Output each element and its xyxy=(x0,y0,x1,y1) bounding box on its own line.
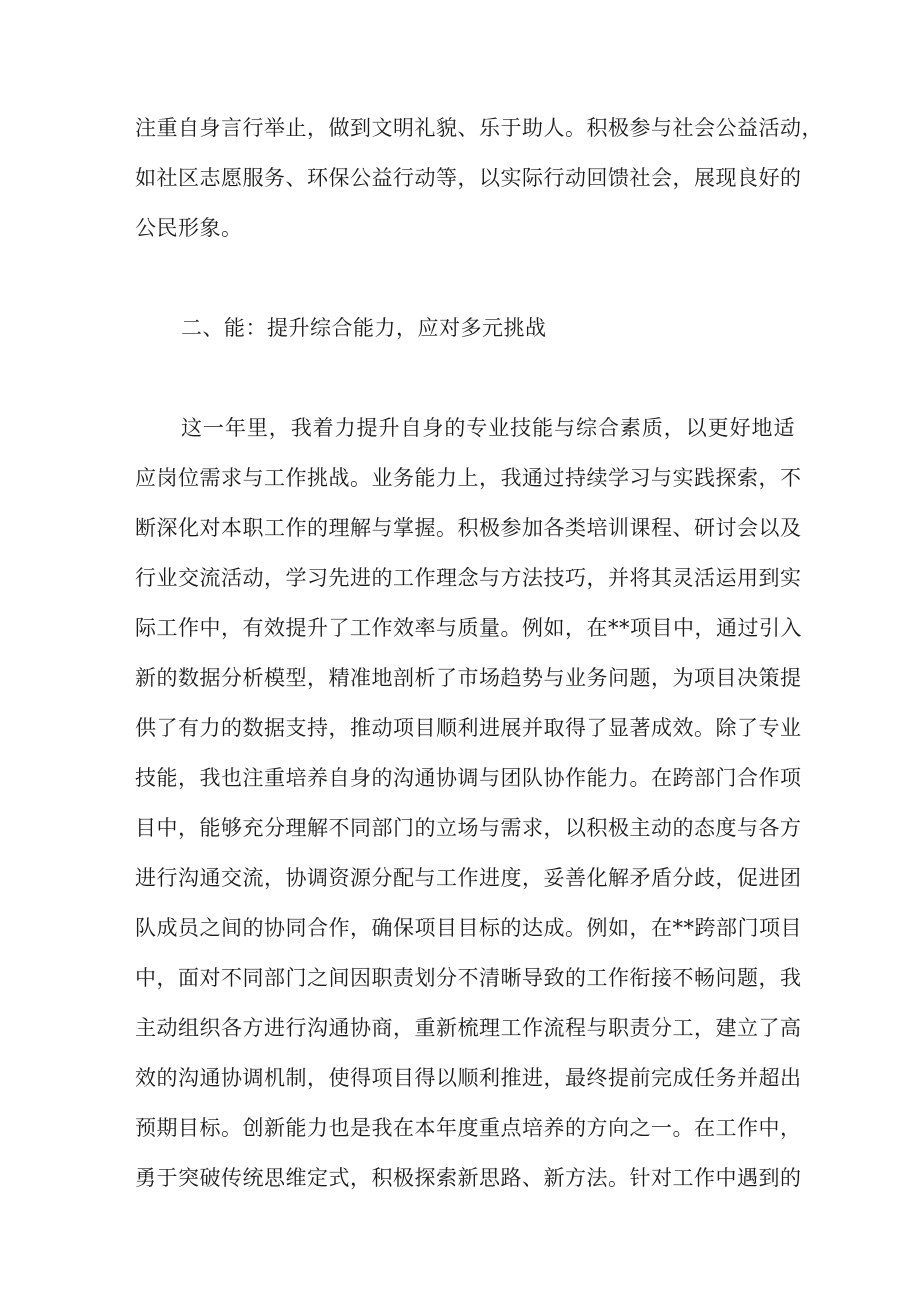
paragraph2-line-3: 断深化对本职工作的理解与掌握。积极参加各类培训课程、研讨会以及 xyxy=(135,516,802,540)
paragraph2-line-7: 供了有力的数据支持，推动项目顺利进展并取得了显著成效。除了专业 xyxy=(135,716,802,740)
paragraph2-line-8: 技能，我也注重培养自身的沟通协调与团队协作能力。在跨部门合作项 xyxy=(135,766,802,790)
paragraph1-line-3: 公民形象。 xyxy=(135,216,243,240)
paragraph2-line-6: 新的数据分析模型，精准地剖析了市场趋势与业务问题，为项目决策提 xyxy=(135,666,802,690)
paragraph2-line-13: 主动组织各方进行沟通协商，重新梳理工作流程与职责分工，建立了高 xyxy=(135,1016,802,1040)
paragraph2-line-5: 际工作中，有效提升了工作效率与质量。例如，在**项目中，通过引入 xyxy=(135,616,802,640)
paragraph2-line-14: 效的沟通协调机制，使得项目得以顺利推进，最终提前完成任务并超出 xyxy=(135,1066,802,1090)
section-heading: 二、能：提升综合能力，应对多元挑战 xyxy=(181,316,547,340)
paragraph1-line-2: 如社区志愿服务、环保公益行动等，以实际行动回馈社会，展现良好的 xyxy=(135,166,802,190)
paragraph2-line-4: 行业交流活动，学习先进的工作理念与方法技巧，并将其灵活运用到实 xyxy=(135,566,802,590)
paragraph1-line-1: 注重自身言行举止，做到文明礼貌、乐于助人。积极参与社会公益活动， xyxy=(135,116,823,140)
paragraph2-line-2: 应岗位需求与工作挑战。业务能力上，我通过持续学习与实践探索，不 xyxy=(135,466,802,490)
paragraph2-line-15: 预期目标。创新能力也是我在本年度重点培养的方向之一。在工作中， xyxy=(135,1116,802,1140)
paragraph2-line-1: 这一年里，我着力提升自身的专业技能与综合素质，以更好地适 xyxy=(181,416,795,440)
paragraph2-line-9: 目中，能够充分理解不同部门的立场与需求，以积极主动的态度与各方 xyxy=(135,816,802,840)
paragraph2-line-11: 队成员之间的协同合作，确保项目目标的达成。例如，在**跨部门项目 xyxy=(135,916,802,940)
paragraph2-line-10: 进行沟通交流，协调资源分配与工作进度，妥善化解矛盾分歧，促进团 xyxy=(135,866,802,890)
paragraph2-line-16: 勇于突破传统思维定式，积极探索新思路、新方法。针对工作中遇到的 xyxy=(135,1166,802,1190)
paragraph2-line-12: 中，面对不同部门之间因职责划分不清晰导致的工作衔接不畅问题，我 xyxy=(135,966,802,990)
